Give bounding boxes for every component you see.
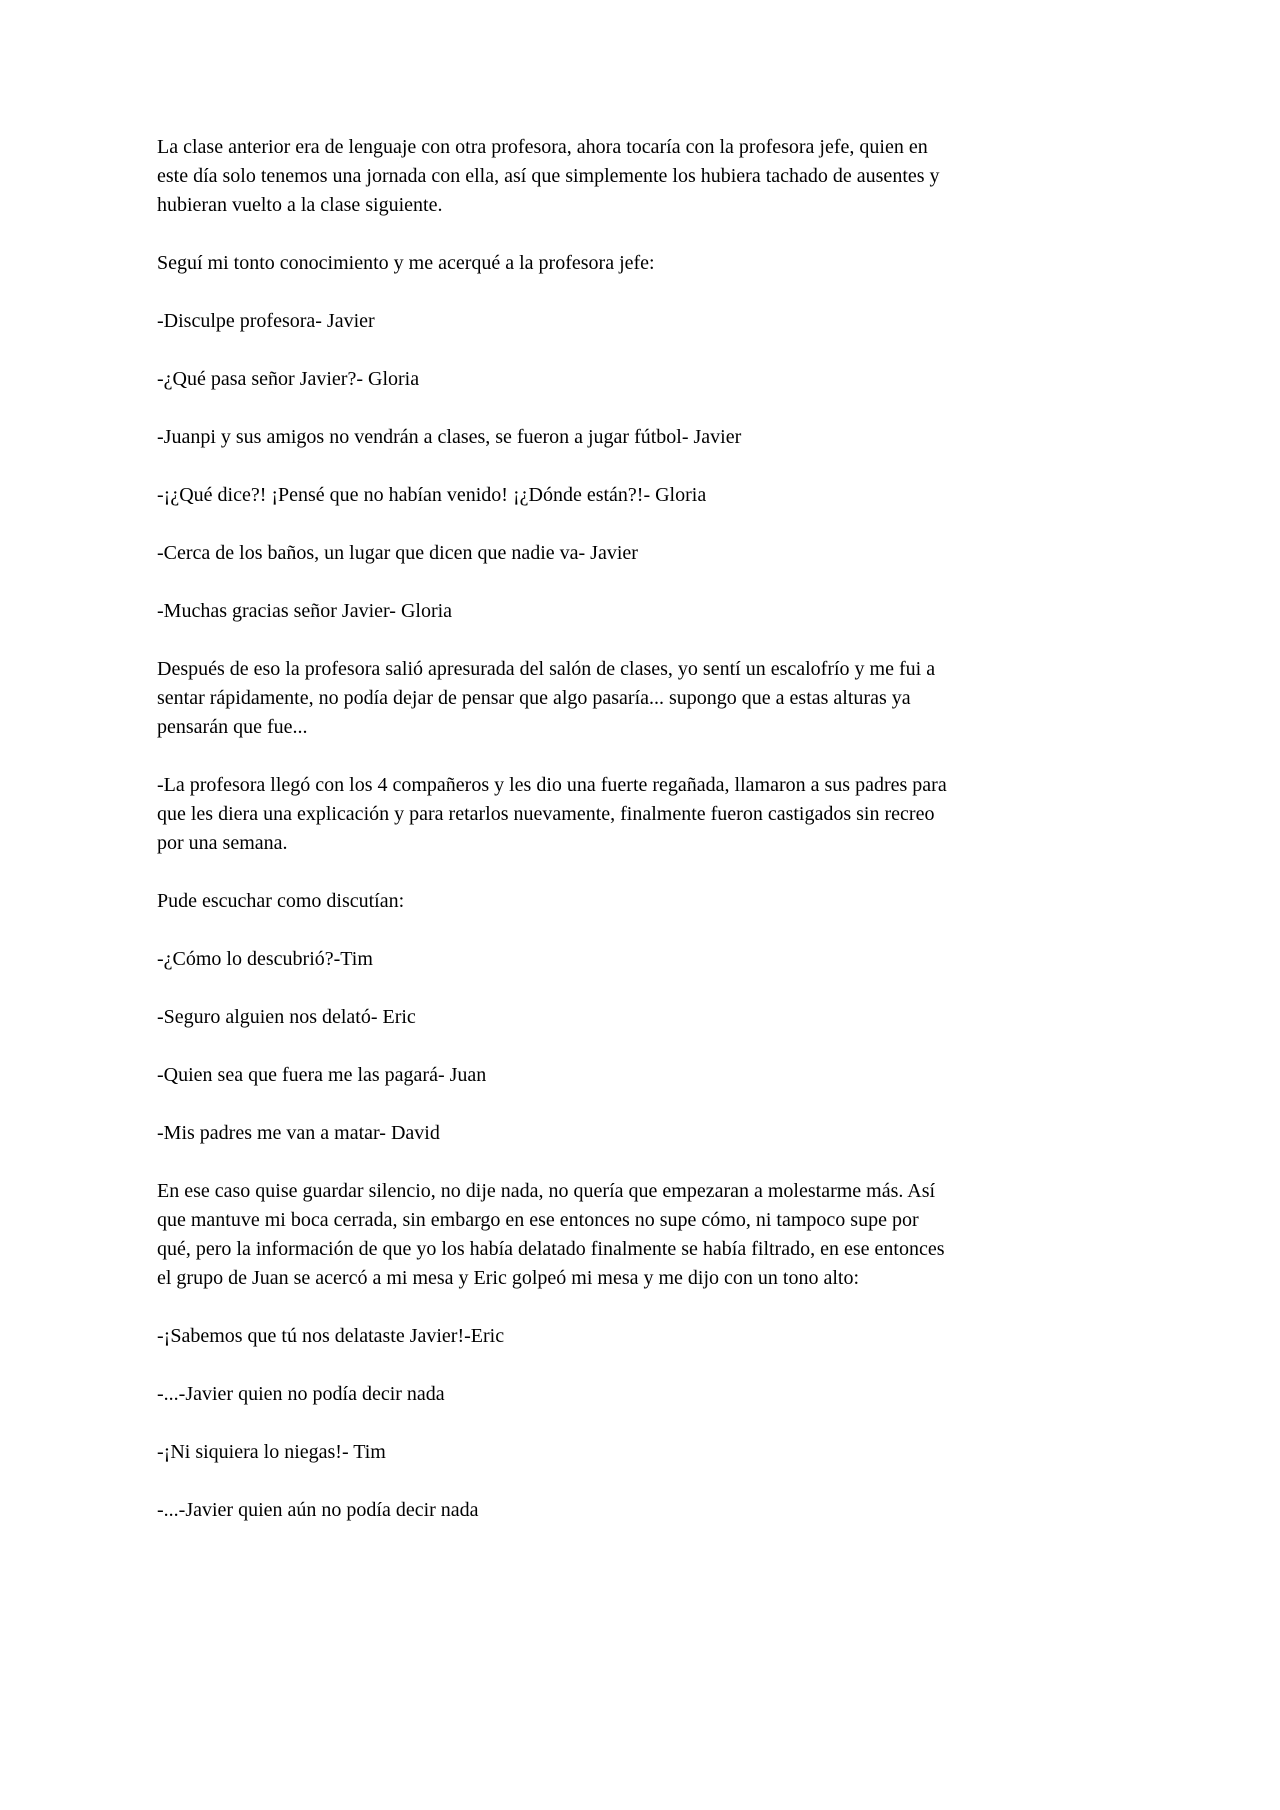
dialogue-line: -Seguro alguien nos delató- Eric bbox=[157, 1006, 416, 1028]
dialogue-line: -...-Javier quien no podía decir nada bbox=[157, 1383, 445, 1405]
dialogue-line: -Muchas gracias señor Javier- Gloria bbox=[157, 600, 453, 622]
paragraph: Seguí mi tonto conocimiento y me acerqué a la profesora jefe: bbox=[157, 252, 655, 274]
paragraph: Pude escuchar como discutían: bbox=[157, 890, 405, 912]
dialogue-line: -¿Cómo lo descubrió?-Tim bbox=[157, 948, 373, 970]
dialogue-line: -¡Sabemos que tú nos delataste Javier!-Eric bbox=[157, 1325, 505, 1347]
paragraph: En ese caso quise guardar silencio, no dije nada, no quería que empezaran a molestarme más. Así que mantuve mi boca cerrada, sin embargo en ese entonces no supe cómo, ni tampoco supe por qué, pero la información de que yo los había delatado finalmente se había filtrado, en ese entonces el grupo de Juan se acercó a mi mesa y Eric golpeó mi mesa y me dijo con un tono alto: bbox=[157, 1180, 950, 1289]
paragraph: Después de eso la profesora salió apresurada del salón de clases, yo sentí un escalofrío y me fui a sentar rápidamente, no podía dejar de pensar que algo pasaría... supongo que a estas alturas ya pensarán que fue... bbox=[157, 658, 941, 738]
document-body bbox=[157, 133, 950, 1525]
paragraph: -La profesora llegó con los 4 compañeros y les dio una fuerte regañada, llamaron a sus padres para que les diera una explicación y para retarlos nuevamente, finalmente fueron castigados sin recreo por una semana. bbox=[157, 774, 952, 854]
dialogue-line: -¡¿Qué dice?! ¡Pensé que no habían venido! ¡¿Dónde están?!- Gloria bbox=[157, 484, 707, 506]
paragraph: La clase anterior era de lenguaje con otra profesora, ahora tocaría con la profesora jefe, quien en este día solo tenemos una jornada con ella, así que simplemente los hubiera tachado de ausentes y hubieran vuelto a la clase siguiente. bbox=[157, 136, 945, 216]
dialogue-line: -¡Ni siquiera lo niegas!- Tim bbox=[157, 1441, 386, 1463]
dialogue-line: -Juanpi y sus amigos no vendrán a clases, se fueron a jugar fútbol- Javier bbox=[157, 426, 742, 448]
dialogue-line: -Cerca de los baños, un lugar que dicen que nadie va- Javier bbox=[157, 542, 638, 564]
dialogue-line: -Quien sea que fuera me las pagará- Juan bbox=[157, 1064, 487, 1086]
dialogue-line: -Mis padres me van a matar- David bbox=[157, 1122, 440, 1144]
dialogue-line: -¿Qué pasa señor Javier?- Gloria bbox=[157, 368, 420, 390]
dialogue-line: -Disculpe profesora- Javier bbox=[157, 310, 375, 332]
dialogue-line: -...-Javier quien aún no podía decir nada bbox=[157, 1499, 479, 1521]
